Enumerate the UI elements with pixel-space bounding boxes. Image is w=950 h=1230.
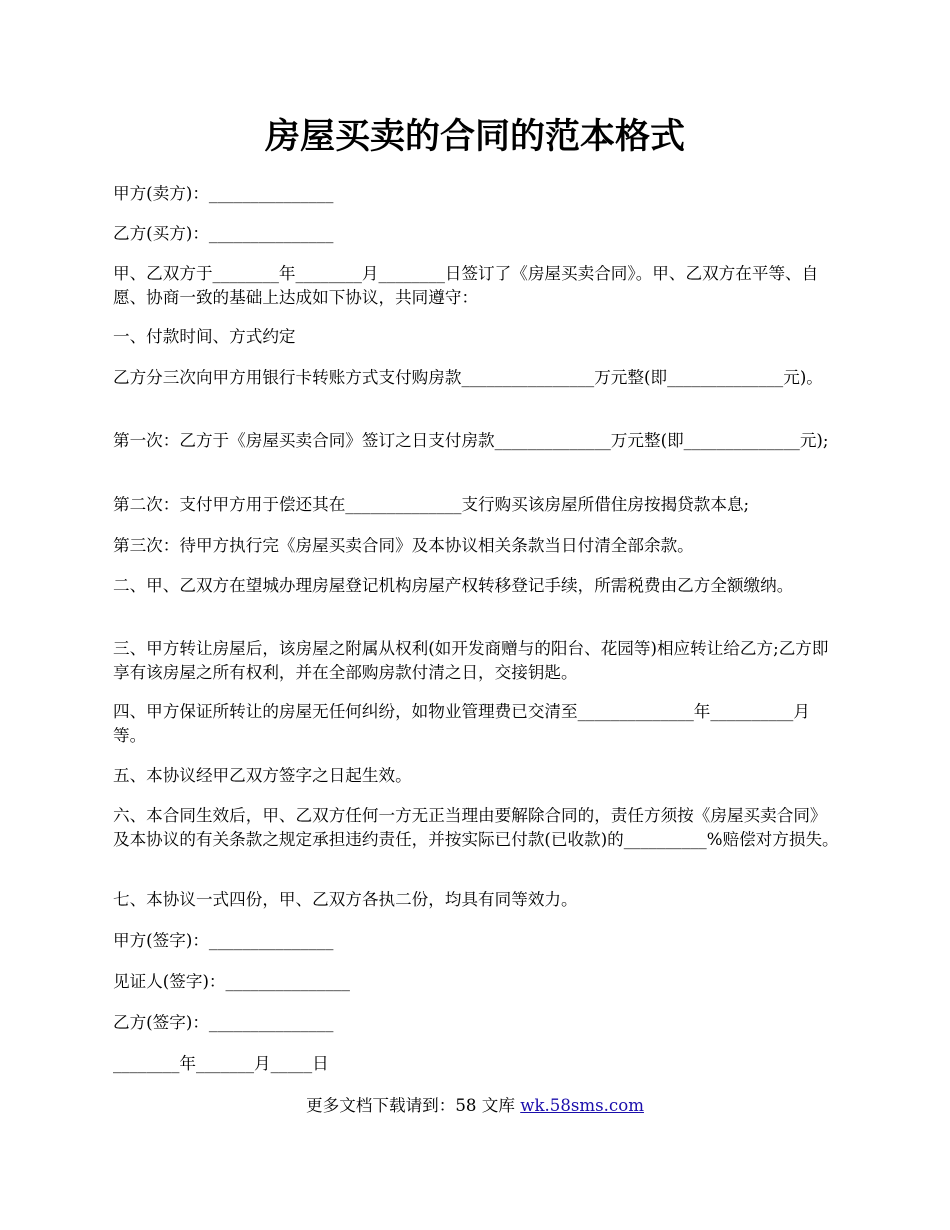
preamble-paragraph: 甲、乙双方于________年________月________日签订了《房屋买卖合同》。甲、乙双方在平等、自愿、协商一致的基础上达成如下协议，共同遵守： — [113, 264, 819, 307]
footer-link[interactable]: wk.58sms.com — [520, 1096, 644, 1115]
party-a-signature-line: 甲方(签字)：_______________ — [113, 931, 334, 950]
buyer-line: 乙方(买方)：_______________ — [113, 224, 334, 243]
section-3-paragraph: 三、甲方转让房屋后，该房屋之附属从权利(如开发商赠与的阳台、花园等)相应转让给乙方;乙方即享有该房屋之所有权利，并在全部购房款付清之日，交接钥匙。 — [113, 639, 829, 682]
payment-total-paragraph: 乙方分三次向甲方用银行卡转账方式支付购房款________________万元整(即______________元)。 — [113, 368, 823, 387]
witness-signature-line: 见证人(签字)：_______________ — [113, 972, 350, 991]
footer — [0, 1094, 950, 1118]
section-4-paragraph: 四、甲方保证所转让的房屋无任何纠纷，如物业管理费已交清至______________年__________月等。 — [113, 702, 810, 745]
date-line: ________年_______月_____日 — [113, 1054, 329, 1073]
payment-third-paragraph: 第三次：待甲方执行完《房屋买卖合同》及本协议相关条款当日付清全部余款。 — [113, 536, 694, 555]
document-title: 房屋买卖的合同的范本格式 — [264, 116, 685, 157]
payment-second-paragraph: 第二次：支付甲方用于偿还其在______________支行购买该房屋所借住房按揭贷款本息; — [113, 495, 750, 514]
section-1-heading: 一、付款时间、方式约定 — [113, 327, 296, 346]
payment-first-paragraph: 第一次：乙方于《房屋买卖合同》签订之日支付房款______________万元整(即______________元); — [113, 431, 829, 450]
party-b-signature-line: 乙方(签字)：_______________ — [113, 1013, 334, 1032]
footer-text: 更多文档下载请到：58 文库 — [306, 1096, 521, 1115]
section-5-paragraph: 五、本协议经甲乙双方签字之日起生效。 — [113, 766, 412, 785]
section-7-paragraph: 七、本协议一式四份，甲、乙双方各执二份，均具有同等效力。 — [113, 890, 578, 909]
section-6-paragraph: 六、本合同生效后，甲、乙双方任何一方无正当理由要解除合同的，责任方须按《房屋买卖合同》及本协议的有关条款之规定承担违约责任，并按实际已付款(已收款)的__________%赔偿对方损失。 — [113, 806, 839, 849]
seller-line: 甲方(卖方)：_______________ — [113, 184, 334, 203]
section-2-paragraph: 二、甲、乙双方在望城办理房屋登记机构房屋产权转移登记手续，所需税费由乙方全额缴纳。 — [113, 576, 794, 595]
